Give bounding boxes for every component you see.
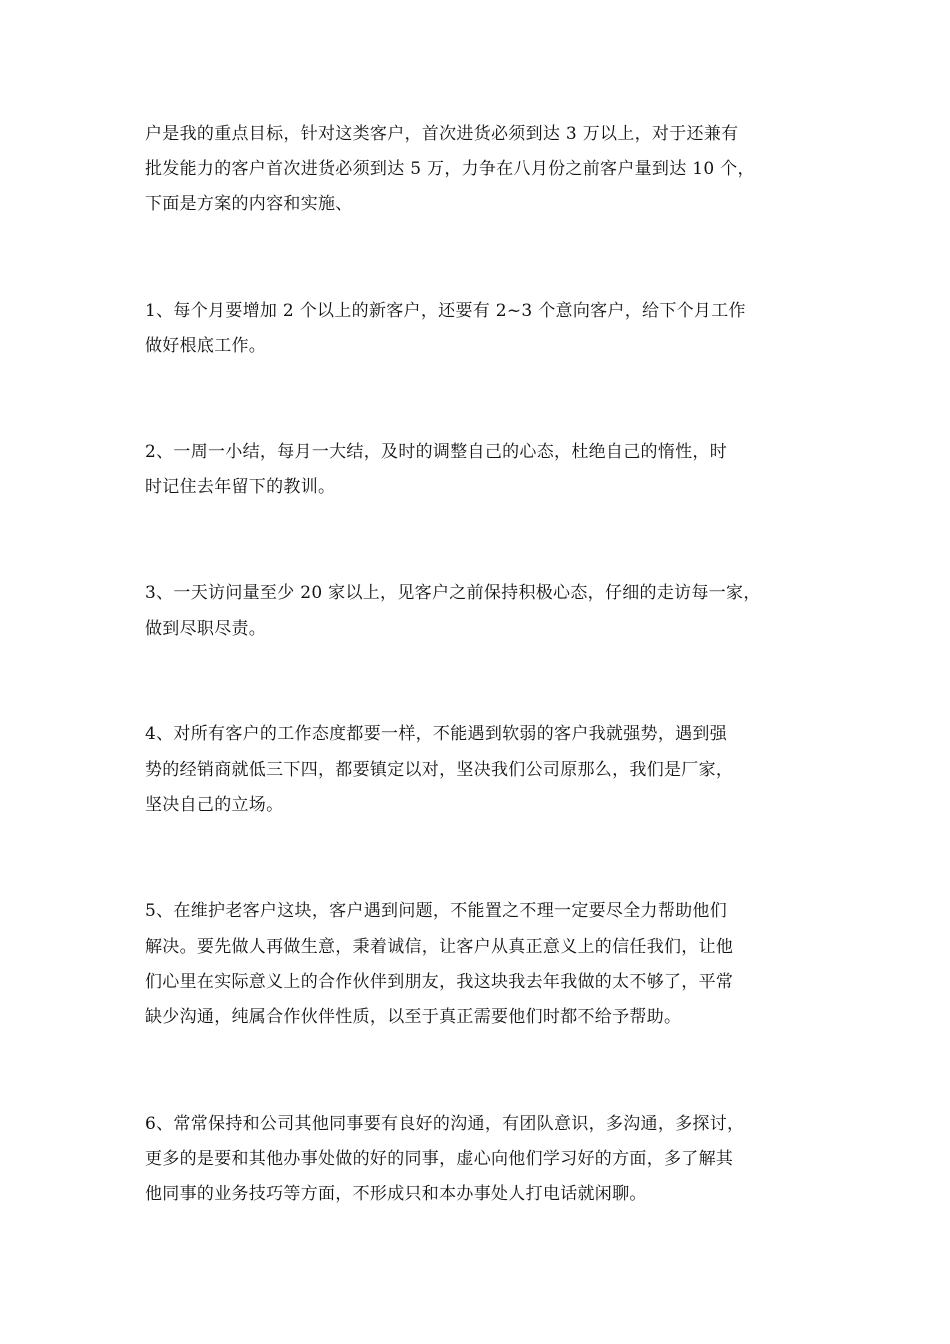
text-line: 户是我的重点目标，针对这类客户，首次进货必须到达 3 万以上，对于还兼有 [145, 124, 739, 144]
text-line: 势的经销商就低三下四，都要镇定以对，坚决我们公司原那么，我们是厂家， [145, 760, 734, 780]
text-line: 做到尽职尽责。 [145, 619, 267, 639]
text-line: 缺少沟通，纯属合作伙伴性质，以至于真正需要他们时都不给予帮助。 [145, 1007, 682, 1027]
text-line: 们心里在实际意义上的合作伙伴到朋友，我这块我去年我做的太不够了，平常 [145, 972, 734, 992]
text-line: 1、每个月要增加 2 个以上的新客户，还要有 2~3 个意向客户，给下个月工作 [145, 301, 746, 321]
text-line: 6、常常保持和公司其他同事要有良好的沟通，有团队意识，多沟通，多探讨， [145, 1114, 745, 1134]
text-line: 4、对所有客户的工作态度都要一样，不能遇到软弱的客户我就强势，遇到强 [145, 724, 728, 744]
text-line: 他同事的业务技巧等方面，不形成只和本办事处人打电话就闲聊。 [145, 1184, 647, 1204]
text-line: 3、一天访问量至少 20 家以上，见客户之前保持积极心态，仔细的走访每一家， [145, 583, 761, 603]
text-line: 批发能力的客户首次进货必须到达 5 万，力争在八月份之前客户量到达 10 个， [145, 159, 755, 179]
text-line: 坚决自己的立场。 [145, 795, 284, 815]
text-line: 更多的是要和其他办事处做的好的同事，虚心向他们学习好的方面，多了解其 [145, 1149, 734, 1169]
text-line: 做好根底工作。 [145, 336, 267, 356]
text-line: 下面是方案的内容和实施、 [145, 194, 353, 214]
text-line: 解决。要先做人再做生意，秉着诚信，让客户从真正意义上的信任我们，让他 [145, 937, 734, 957]
text-line: 2、一周一小结，每月一大结，及时的调整自己的心态，杜绝自己的惰性，时 [145, 442, 728, 462]
text-line: 时记住去年留下的教训。 [145, 477, 336, 497]
text-line: 5、在维护老客户这块，客户遇到问题，不能置之不理一定要尽全力帮助他们 [145, 901, 728, 921]
